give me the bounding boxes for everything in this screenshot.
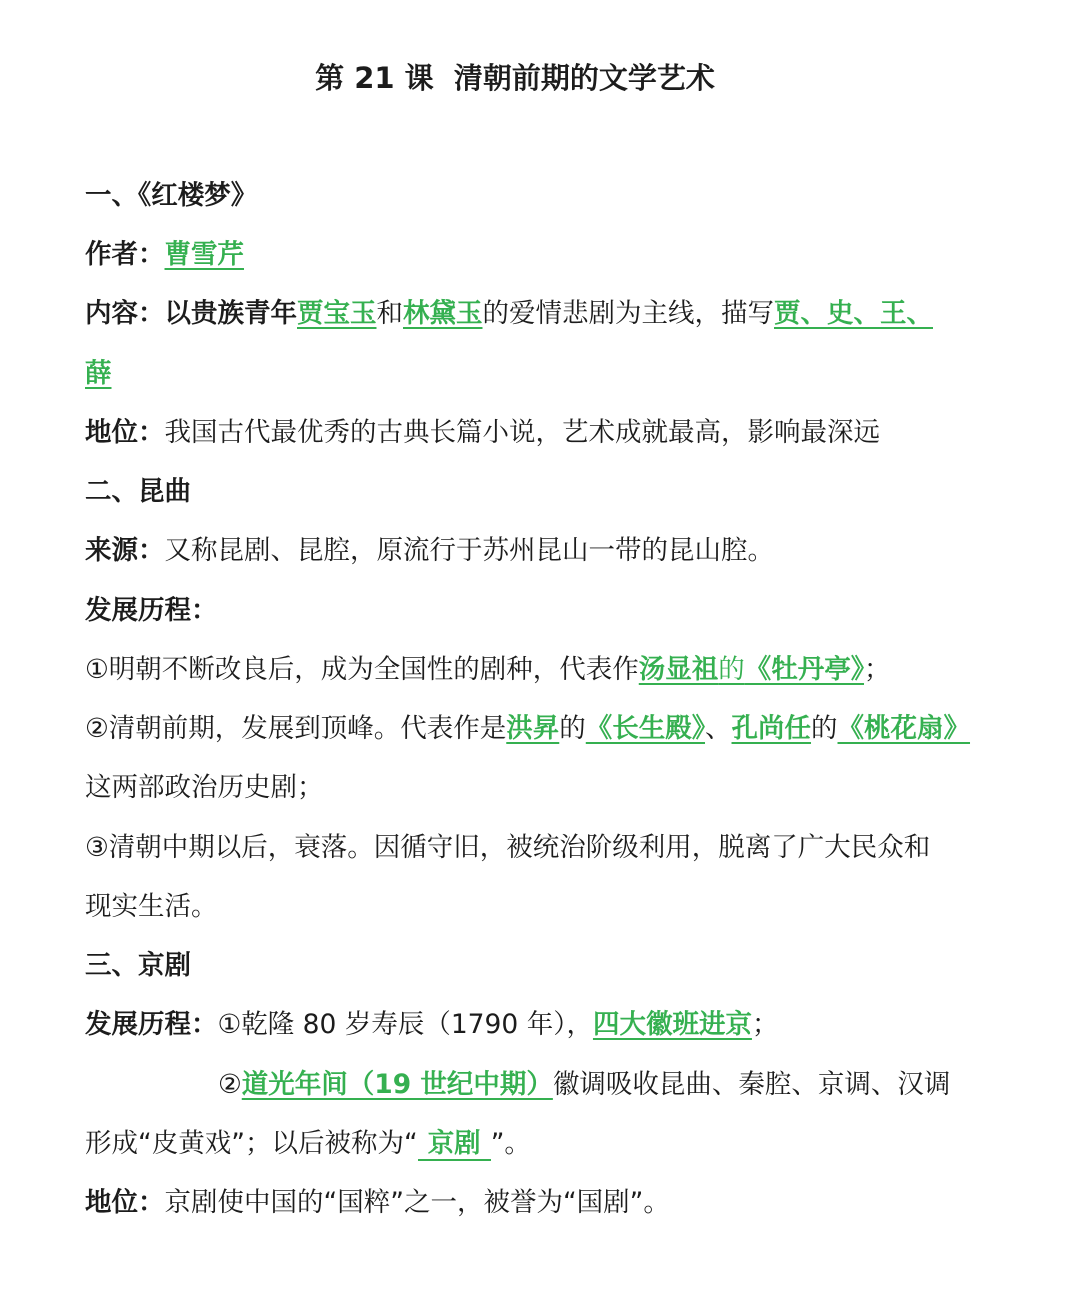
author-kong-shangren: 孔尚任 — [731, 713, 812, 745]
origin-row — [85, 521, 1045, 580]
jingju-stage2-row — [85, 1055, 1045, 1114]
status-row-hongloumeng — [85, 403, 1045, 462]
development-label-kunqu: 发展历程： — [85, 594, 218, 626]
kunqu-stage3-row: ③清朝中期以后，衰落。因循守旧，被统治阶级利用，脱离了广大民众和 — [85, 831, 931, 863]
jingju-stage2-line2: 形成“皮黄戏”；以后被称为“ — [85, 1127, 418, 1159]
content-middle: 的爱情悲剧为主线，描写 — [482, 298, 774, 330]
author-hong-sheng: 洪昇 — [506, 713, 560, 745]
kunqu-stage1-row — [85, 640, 1045, 699]
period-daoguang: 道光年间（19 世纪中期） — [241, 1068, 553, 1100]
content-conjunction: 和 — [376, 298, 403, 330]
event-four-troupes: 四大徽班进京 — [592, 1009, 752, 1041]
jingju-stage1-row — [85, 995, 1045, 1054]
stage1-of: 的 — [718, 653, 745, 685]
origin-label: 来源： — [85, 535, 165, 567]
status-row-jingju — [85, 1173, 1045, 1232]
section-heading-jingju: 三、京剧 — [85, 950, 191, 982]
work-taohuashan: 《桃花扇》 — [837, 713, 971, 745]
jingju-stage1-end: ； — [751, 1009, 779, 1041]
section-heading-hongloumeng: 一、《红楼梦》 — [85, 180, 258, 211]
jingju-stage2-end: ”。 — [490, 1127, 531, 1159]
stage1-end: ； — [864, 653, 891, 685]
jingju-stage2-text: 徽调吸收昆曲、秦腔、京调、汉调 — [552, 1068, 951, 1100]
author-tang-xianzu: 汤显祖 — [638, 653, 719, 685]
kunqu-stage2-row-continued: 这两部政治历史剧； — [85, 772, 324, 804]
section-heading-kunqu: 二、昆曲 — [85, 476, 191, 508]
stage2-text: ②清朝前期，发展到顶峰。代表作是 — [85, 713, 507, 745]
development-label-jingju: 发展历程： — [85, 1009, 218, 1041]
status-label-jingju: 地位： — [85, 1186, 165, 1218]
origin-text: 又称昆剧、昆腔，原流行于苏州昆山一带的昆山腔。 — [164, 535, 774, 567]
page-title: 第 21 课 清朝前期的文学艺术 — [315, 61, 715, 95]
jingju-stage2-row-continued — [85, 1114, 1045, 1173]
status-text: 我国古代最优秀的古典长篇小说，艺术成就最高，影响最深远 — [164, 416, 880, 448]
jingju-stage2-marker: ② — [218, 1068, 242, 1100]
content-row — [85, 284, 1045, 343]
document-body — [85, 166, 1045, 1232]
work-changshengdian: 《长生殿》 — [585, 713, 706, 745]
author-name: 曹雪芹 — [164, 239, 244, 271]
character-jia-baoyu: 贾宝玉 — [297, 298, 377, 330]
families-part1: 贾、史、王、 — [774, 298, 933, 330]
status-text-jingju: 京剧使中国的“国粹”之一，被誉为“国剧”。 — [164, 1186, 670, 1218]
content-row-continued — [85, 344, 1045, 403]
kunqu-stage3-row-continued: 现实生活。 — [85, 890, 218, 922]
status-label: 地位： — [85, 416, 165, 448]
name-jingju: 京剧 — [418, 1128, 491, 1161]
kunqu-stage2-row — [85, 699, 1045, 758]
author-row — [85, 225, 1045, 284]
work-mudanting: 《牡丹亭》 — [744, 653, 865, 685]
character-lin-daiyu: 林黛玉 — [403, 298, 483, 330]
jingju-stage1-text: ①乾隆 80 岁寿辰（1790 年）， — [217, 1009, 593, 1041]
stage1-text: ①明朝不断改良后，成为全国性的剧种，代表作 — [85, 653, 639, 685]
stage2-of1: 的 — [559, 713, 586, 745]
families-part2: 薛 — [85, 357, 112, 389]
content-label: 内容： — [85, 298, 165, 330]
stage2-separator: 、 — [705, 713, 732, 745]
content-lead: 以贵族青年 — [164, 298, 297, 330]
author-label: 作者： — [85, 239, 165, 271]
stage2-of2: 的 — [811, 713, 838, 745]
